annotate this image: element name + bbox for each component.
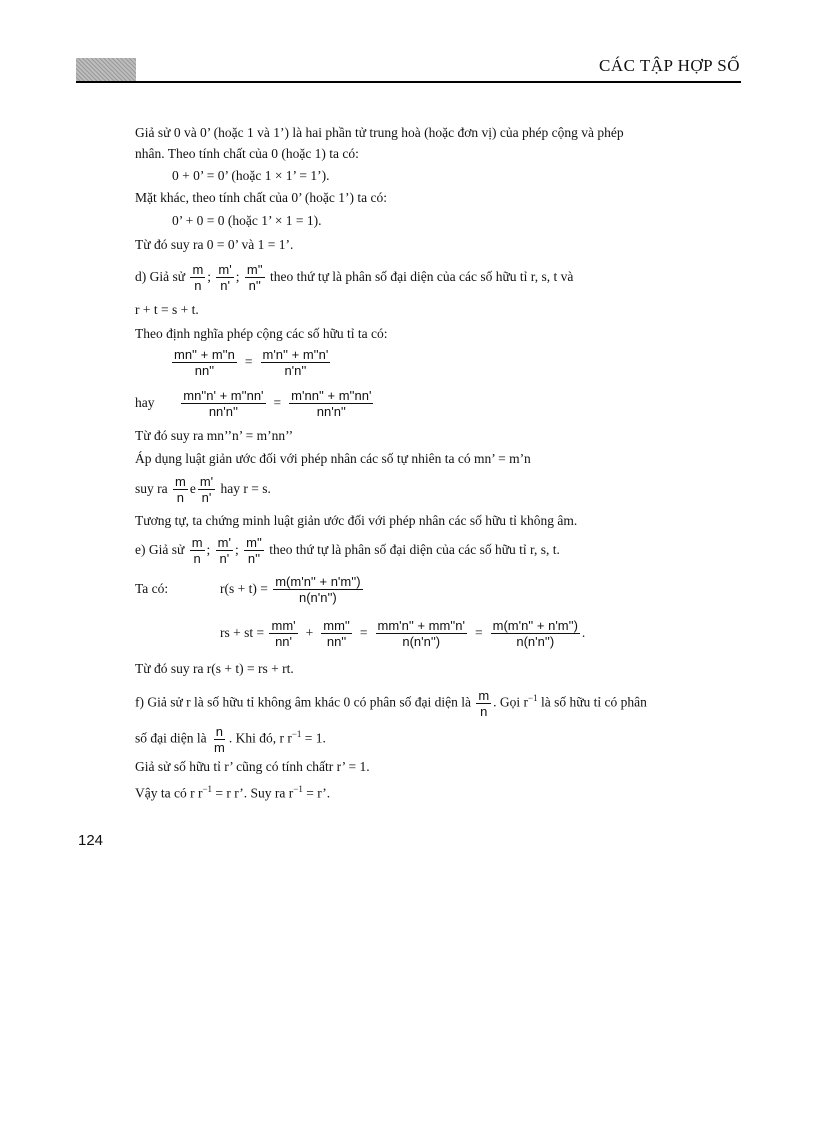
numerator: m'n'' + m''n' xyxy=(262,347,329,363)
paragraph-line: Từ đó suy ra r(s + t) = rs + rt. xyxy=(135,661,294,676)
equation: 0 + 0’ = 0’ (hoặc 1 × 1’ = 1’). xyxy=(172,168,330,183)
numerator: m'nn'' + m''nn' xyxy=(291,388,372,404)
fraction-m-n xyxy=(190,262,205,293)
superscript: −1 xyxy=(202,784,213,794)
text-run: suy ra xyxy=(135,481,168,496)
denominator: nn'' xyxy=(326,634,347,650)
text-run: = r r’. Suy ra r xyxy=(215,785,294,801)
text-run: theo thứ tự là phân số đại diện của các số hữu tỉ r, s, t và xyxy=(270,269,574,284)
period: . xyxy=(581,625,586,640)
denominator: nn'' xyxy=(194,363,215,379)
text-run: e xyxy=(189,481,196,496)
numerator: m'' xyxy=(246,535,262,551)
suy-ra-line xyxy=(135,472,271,506)
denominator: n xyxy=(194,278,202,294)
distributive-equation-2 xyxy=(220,617,585,649)
separator: ; xyxy=(234,542,239,557)
chapter-title: CÁC TẬP HỢP SỐ xyxy=(599,56,740,75)
part-d-statement xyxy=(135,262,573,293)
text-run: = r’. xyxy=(306,785,331,801)
fraction-hay-rhs xyxy=(289,388,373,419)
text-run: hay r = s. xyxy=(220,481,271,496)
denominator: nn' xyxy=(275,634,293,650)
separator: ; xyxy=(207,269,212,284)
paragraph-line: nhân. Theo tính chất của 0 (hoặc 1) ta có: xyxy=(135,146,359,161)
superscript: −1 xyxy=(291,729,302,739)
denominator: n'n'' xyxy=(284,363,307,379)
paragraph-line: Từ đó suy ra mn’’n’ = m’nn’’ xyxy=(135,428,294,443)
denominator: n'' xyxy=(247,551,261,567)
numerator: mn'' + m''n xyxy=(174,347,235,363)
text-run: Vậy ta có r r xyxy=(135,785,203,801)
denominator: n' xyxy=(220,278,230,294)
plus-sign: + xyxy=(305,625,314,640)
numerator: mm'' xyxy=(323,618,350,634)
fraction-m2-n2 xyxy=(244,535,264,566)
separator: ; xyxy=(235,269,240,284)
text-run: r(s + t) = xyxy=(220,581,268,596)
label: Ta có: xyxy=(135,581,169,596)
fraction-mm1 xyxy=(269,618,297,649)
fraction-m1-n1 xyxy=(216,535,233,566)
text-run: . Khi đó, r r xyxy=(228,730,292,746)
text-run: e) Giả sử xyxy=(135,542,185,557)
numerator: m xyxy=(192,262,204,278)
fraction-m-n xyxy=(190,535,205,566)
paragraph-line: Áp dụng luật giản ước đối với phép nhân các số tự nhiên ta có mn’ = m’n xyxy=(135,451,531,466)
denominator: n(n'n'') xyxy=(402,634,441,650)
numerator: mm'n'' + mm''n' xyxy=(377,618,465,634)
header-rule xyxy=(76,81,741,83)
paragraph-line: Từ đó suy ra 0 = 0’ và 1 = 1’. xyxy=(135,237,294,252)
text-run: f) Giả sử r là số hữu tỉ không âm khác 0 có phân số đại diện là xyxy=(135,694,471,710)
text-run: số đại diện là xyxy=(135,730,207,746)
paragraph-line: Theo định nghĩa phép cộng các số hữu tỉ ta có: xyxy=(135,326,388,341)
text-run: là số hữu tỉ có phân xyxy=(540,694,647,710)
denominator: n xyxy=(480,703,488,719)
denominator: n(n'n'') xyxy=(516,634,555,650)
text-run: = 1. xyxy=(304,730,326,746)
equation: r + t = s + t. xyxy=(135,302,199,317)
fraction-mm2 xyxy=(321,618,352,649)
denominator: nn'n'' xyxy=(208,404,238,420)
header-decoration xyxy=(76,58,136,82)
denominator: nn'n'' xyxy=(316,404,346,420)
text-run: theo thứ tự là phân số đại diện của các số hữu tỉ r, s, t. xyxy=(269,542,560,557)
numerator: m' xyxy=(199,474,214,490)
equals-sign: = xyxy=(359,625,368,640)
numerator: m'' xyxy=(246,262,263,278)
text-run: . Gọi r xyxy=(493,694,529,710)
part-e-statement xyxy=(135,534,560,566)
fraction-sum-lhs xyxy=(172,347,237,378)
fraction-r-sum xyxy=(273,574,362,605)
numerator: m xyxy=(478,687,490,703)
numerator: m xyxy=(175,474,186,490)
fraction-m1-n1 xyxy=(216,262,233,293)
text-run: d) Giả sử xyxy=(135,269,186,284)
fraction-sum-rhs xyxy=(261,347,331,378)
numerator: m(m'n'' + n'm'') xyxy=(492,618,578,634)
separator: ; xyxy=(206,542,211,557)
fraction-mm-fact xyxy=(491,618,580,649)
numerator: m' xyxy=(218,262,232,278)
part-f-statement xyxy=(135,682,647,719)
fraction-n-m xyxy=(212,724,227,755)
part-f-line-2 xyxy=(135,718,326,755)
numerator: n xyxy=(215,723,224,739)
denominator: n' xyxy=(201,490,212,506)
denominator: n(n'n'') xyxy=(298,590,337,606)
paragraph-line: Tương tự, ta chứng minh luật giản ước đối với phép nhân các số hữu tỉ không âm. xyxy=(135,513,578,528)
numerator: mn''n' + m''nn' xyxy=(183,388,264,404)
fraction-m2-n2 xyxy=(245,262,265,293)
fraction-m1-n1 xyxy=(198,474,215,505)
sum-equation xyxy=(170,346,332,378)
text-run: hay xyxy=(135,395,155,410)
denominator: m xyxy=(213,739,225,755)
equals-sign: = xyxy=(244,354,253,369)
conclusion-line xyxy=(135,781,330,802)
hay-equation xyxy=(135,387,375,419)
paragraph-line: Mặt khác, theo tính chất của 0’ (hoặc 1’) ta có: xyxy=(135,190,388,205)
page-number: 124 xyxy=(78,832,104,849)
paragraph-line: Giả sử số hữu tỉ r’ cũng có tính chấtr r’ = 1. xyxy=(135,759,370,774)
denominator: n'' xyxy=(248,278,261,294)
denominator: n' xyxy=(219,551,230,567)
numerator: m xyxy=(191,535,203,551)
distributive-equation-1 xyxy=(220,573,365,605)
superscript: −1 xyxy=(528,693,538,703)
denominator: n xyxy=(193,551,201,567)
equation: 0’ + 0 = 0 (hoặc 1’ × 1 = 1). xyxy=(172,213,322,228)
numerator: m' xyxy=(217,535,231,551)
fraction-mm-sum xyxy=(376,618,467,649)
paragraph-line: Giả sử 0 và 0’ (hoặc 1 và 1’) là hai phần tử trung hoà (hoặc đơn vị) của phép cộng và phép xyxy=(135,125,624,140)
numerator: m(m'n'' + n'm'') xyxy=(275,574,361,590)
fraction-m-n xyxy=(476,688,491,719)
equals-sign: = xyxy=(474,625,483,640)
text-run: rs + st = xyxy=(220,625,265,640)
numerator: mm' xyxy=(271,618,296,634)
fraction-hay-lhs xyxy=(181,388,265,419)
equals-sign: = xyxy=(273,395,282,410)
superscript: −1 xyxy=(293,784,303,794)
denominator: n xyxy=(176,490,185,506)
fraction-m-n xyxy=(173,474,188,505)
